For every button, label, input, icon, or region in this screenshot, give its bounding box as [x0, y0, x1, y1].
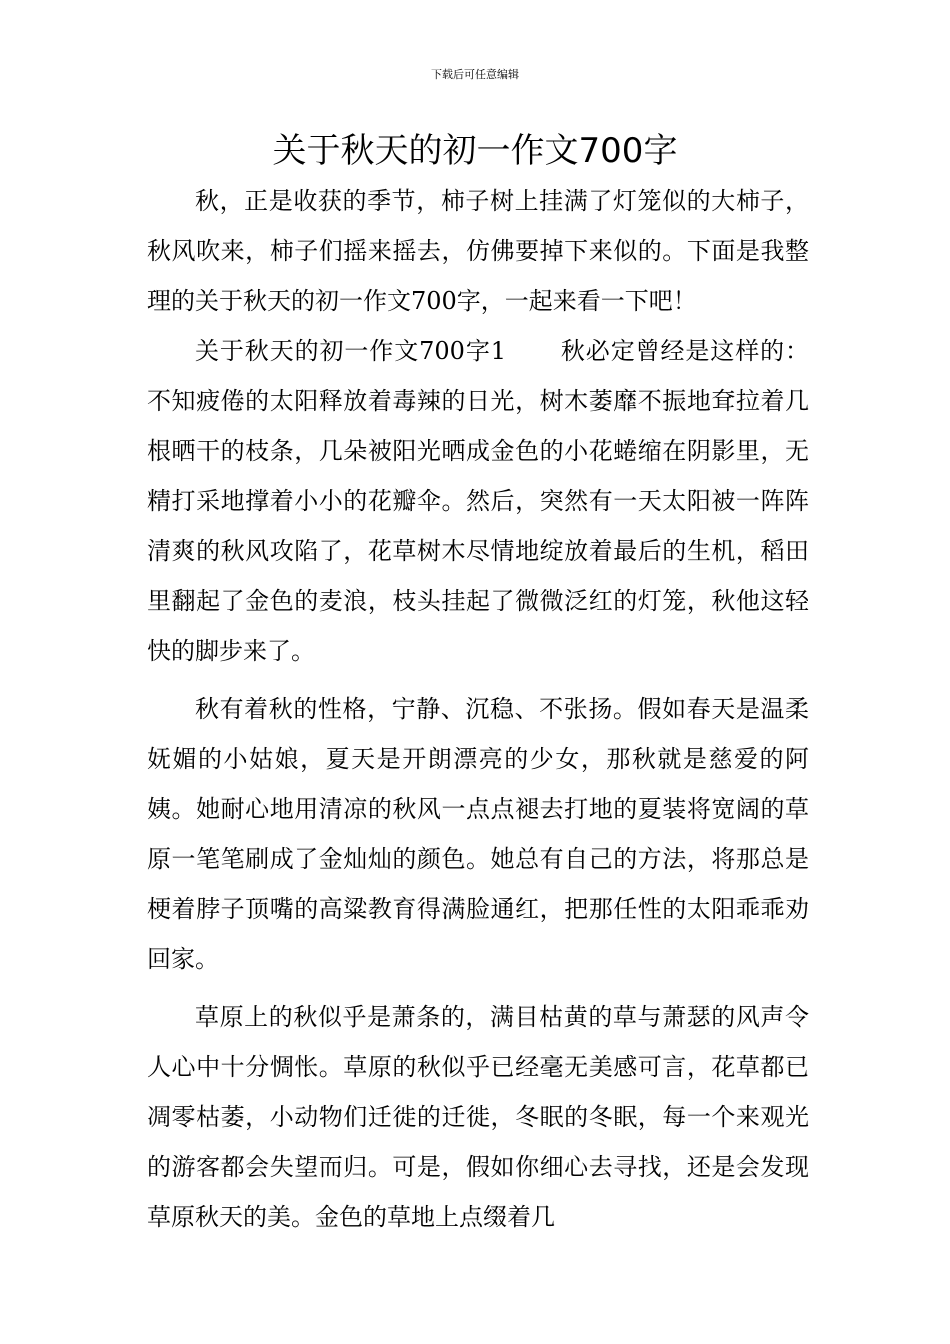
- essay-paragraph-2: 秋有着秋的性格，宁静、沉稳、不张扬。假如春天是温柔妩媚的小姑娘，夏天是开朗漂亮的少女，那秋就是慈爱的阿姨。她耐心地用清凉的秋风一点点褪去打地的夏装将宽阔的草原一笔笔刷成了金灿灿的颜色。她总有自己的方法，将那总是梗着脖子顶嘴的高粱教育得满脸通红，把那任性的太阳乖乖劝回家。: [147, 695, 809, 973]
- page-header-note: 下载后可任意编辑: [431, 68, 519, 81]
- document-body: [147, 176, 809, 1242]
- paragraph-1-text: 秋必定曾经是这样的：不知疲倦的太阳释放着毒辣的日光，树木萎靡不振地耷拉着几根晒干的枝条，几朵被阳光晒成金色的小花蜷缩在阴影里，无精打采地撑着小小的花瓣伞。然后，突然有一天太阳被一阵阵清爽的秋风攻陷了，花草树木尽情地绽放着最后的生机，稻田里翻起了金色的麦浪，枝头挂起了微微泛红的灯笼，秋他这轻快的脚步来了。: [147, 337, 810, 665]
- intro-paragraph: 秋，正是收获的季节，柿子树上挂满了灯笼似的大柿子，秋风吹来，柿子们摇来摇去，仿佛要掉下来似的。下面是我整理的关于秋天的初一作文700字，一起来看一下吧！: [147, 187, 809, 315]
- essay-paragraph-3: 草原上的秋似乎是萧条的，满目枯黄的草与萧瑟的风声令人心中十分惆怅。草原的秋似乎已经毫无美感可言，花草都已凋零枯萎，小动物们迁徙的迁徙，冬眠的冬眠，每一个来观光的游客都会失望而归。可是，假如你细心去寻找，还是会发现草原秋天的美。金色的草地上点缀着几: [147, 1003, 809, 1231]
- section-heading: 关于秋天的初一作文700字1: [195, 337, 506, 365]
- essay-paragraph-1: [147, 326, 809, 676]
- document-title: 关于秋天的初一作文700字: [272, 131, 678, 171]
